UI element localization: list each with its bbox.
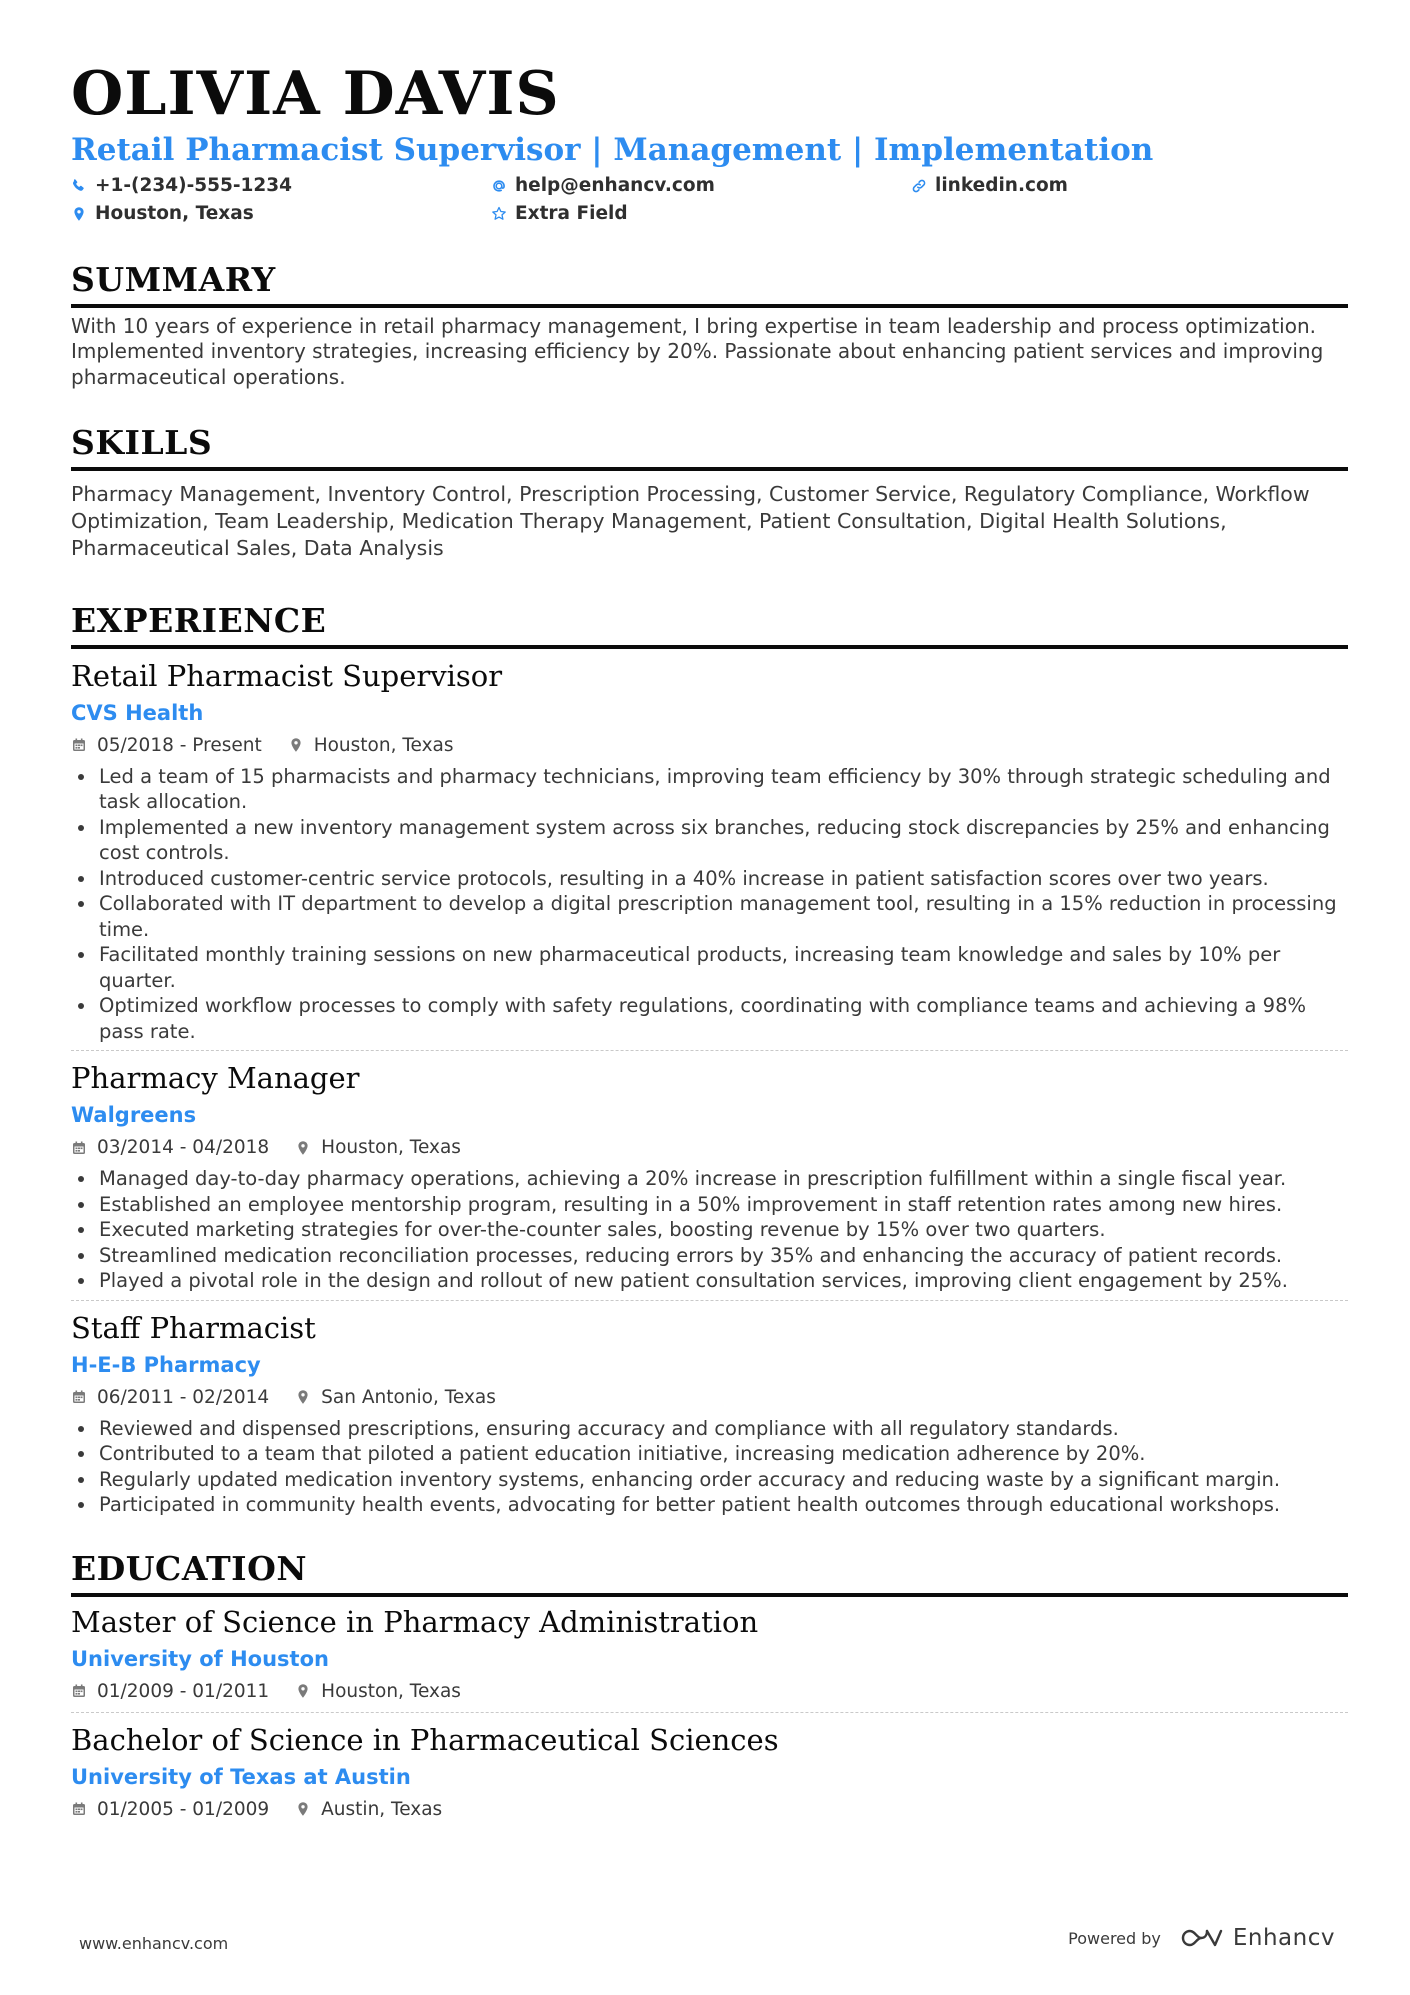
education-location — [295, 1681, 461, 1702]
location-pin-icon — [295, 1801, 311, 1817]
calendar-icon — [71, 1389, 87, 1405]
school-name[interactable]: University of Texas at Austin — [71, 1764, 411, 1789]
location-pin-icon — [288, 737, 304, 753]
bullet-item: Reviewed and dispensed prescriptions, ensuring accuracy and compliance with all regulatory standards. — [71, 1416, 1348, 1442]
job-location — [288, 735, 454, 756]
brand-name: Enhancv — [1232, 1925, 1335, 1951]
education-location — [295, 1799, 442, 1820]
summary-heading: SUMMARY — [71, 263, 1348, 308]
education-entry — [71, 1722, 1348, 1820]
bullet-item: Streamlined medication reconciliation processes, reducing errors by 35% and enhancing the accuracy of patient records. — [71, 1243, 1348, 1269]
contact-location — [71, 203, 491, 225]
job-dates — [71, 1137, 269, 1158]
bullet-item: Contributed to a team that piloted a patient education initiative, increasing medication adherence by 20%. — [71, 1441, 1348, 1467]
footer-website[interactable]: www.enhancv.com — [79, 1934, 229, 1953]
skills-section — [71, 423, 1348, 562]
company-name[interactable]: H-E-B Pharmacy — [71, 1352, 261, 1377]
job-meta — [71, 1387, 1348, 1408]
job-entry — [71, 1310, 1348, 1518]
bullet-item: Established an employee mentorship program, resulting in a 50% improvement in staff retention rates among new hires. — [71, 1192, 1348, 1218]
entry-divider — [71, 1300, 1348, 1301]
entry-divider — [71, 1050, 1348, 1051]
job-title: Retail Pharmacist Supervisor — [71, 659, 503, 694]
contact-linkedin[interactable] — [911, 175, 1331, 197]
degree-title: Bachelor of Science in Pharmaceutical Sciences — [71, 1722, 779, 1757]
job-entry — [71, 1063, 1348, 1293]
bullet-item: Introduced customer-centric service protocols, resulting in a 40% increase in patient satisfaction scores over two years. — [71, 866, 1348, 892]
job-meta — [71, 735, 1348, 756]
contact-info — [71, 175, 1348, 225]
job-meta — [71, 1137, 1348, 1158]
job-bullets — [71, 1166, 1348, 1294]
experience-section — [71, 601, 1348, 1518]
footer-branding — [1068, 1925, 1335, 1951]
location-text: Austin, Texas — [321, 1798, 443, 1820]
candidate-headline: Retail Pharmacist Supervisor | Management | Implementation — [71, 132, 1154, 168]
education-entry — [71, 1604, 1348, 1702]
bullet-item: Facilitated monthly training sessions on new pharmaceutical products, increasing team knowledge and sales by 10% per quarter. — [71, 942, 1348, 993]
phone-text: +1-(234)-555-1234 — [95, 175, 293, 197]
education-heading: EDUCATION — [71, 1552, 1348, 1597]
degree-title: Master of Science in Pharmacy Administration — [71, 1604, 759, 1639]
page-footer — [79, 1925, 1335, 1965]
company-name[interactable]: CVS Health — [71, 700, 204, 725]
link-icon — [911, 178, 927, 194]
job-bullets — [71, 764, 1348, 1045]
education-dates — [71, 1681, 269, 1702]
email-text: help@enhancv.com — [515, 175, 715, 197]
location-text: San Antonio, Texas — [321, 1386, 496, 1408]
dates-text: 01/2009 - 01/2011 — [97, 1680, 270, 1702]
bullet-item: Regularly updated medication inventory systems, enhancing order accuracy and reducing waste by a significant margin. — [71, 1467, 1348, 1493]
location-pin-icon — [71, 206, 87, 222]
dates-text: 01/2005 - 01/2009 — [97, 1798, 270, 1820]
skills-text: Pharmacy Management, Inventory Control, Prescription Processing, Customer Service, Regulatory Compliance, Workflow Optimization, Team Leadership, Medication Therapy Management, Patient Consultation, Digital Health Solutions, Pharmaceutical Sales, Data Analysis — [71, 482, 1310, 561]
calendar-icon — [71, 1683, 87, 1699]
education-meta — [71, 1799, 1348, 1820]
location-pin-icon — [295, 1683, 311, 1699]
extra-field-text: Extra Field — [515, 203, 628, 225]
star-icon — [491, 206, 507, 222]
job-bullets — [71, 1416, 1348, 1518]
at-icon — [491, 178, 507, 194]
summary-text: With 10 years of experience in retail pharmacy management, I bring expertise in team leadership and process optimization. Implemented inventory strategies, increasing efficiency by 20%. Passionate about enhancing patient services and improving pharmaceutical operations. — [71, 313, 1324, 389]
dates-text: 03/2014 - 04/2018 — [97, 1137, 270, 1159]
contact-phone[interactable] — [71, 175, 491, 197]
location-text: Houston, Texas — [321, 1137, 461, 1159]
bullet-item: Led a team of 15 pharmacists and pharmacy technicians, improving team efficiency by 30% through strategic scheduling and task allocation. — [71, 764, 1348, 815]
bullet-item: Executed marketing strategies for over-the-counter sales, boosting revenue by 15% over two quarters. — [71, 1217, 1348, 1243]
resume-page — [71, 54, 1348, 1820]
phone-icon — [71, 178, 87, 194]
job-dates — [71, 735, 262, 756]
skills-heading: SKILLS — [71, 426, 1348, 471]
dates-text: 05/2018 - Present — [97, 734, 262, 756]
entry-divider — [71, 1712, 1348, 1713]
contact-email[interactable] — [491, 175, 911, 197]
job-title: Pharmacy Manager — [71, 1061, 360, 1096]
bullet-item: Implemented a new inventory management system across six branches, reducing stock discrepancies by 25% and enhancing cost controls. — [71, 815, 1348, 866]
job-entry — [71, 661, 1348, 1044]
education-meta — [71, 1681, 1348, 1702]
job-dates — [71, 1387, 269, 1408]
company-name[interactable]: Walgreens — [71, 1103, 197, 1128]
location-text: Houston, Texas — [95, 203, 254, 225]
education-dates — [71, 1799, 269, 1820]
contact-extra — [491, 203, 911, 225]
calendar-icon — [71, 1140, 87, 1156]
job-location — [295, 1137, 461, 1158]
enhancv-logo-icon — [1179, 1926, 1223, 1950]
summary-section — [71, 259, 1348, 391]
bullet-item: Managed day-to-day pharmacy operations, achieving a 20% increase in prescription fulfillment within a single fiscal year. — [71, 1166, 1348, 1192]
job-title: Staff Pharmacist — [71, 1310, 316, 1345]
bullet-item: Participated in community health events, advocating for better patient health outcomes through educational workshops. — [71, 1492, 1348, 1518]
experience-heading: EXPERIENCE — [71, 604, 1348, 649]
location-pin-icon — [295, 1389, 311, 1405]
powered-by-text: Powered by — [1068, 1928, 1161, 1948]
linkedin-text: linkedin.com — [935, 175, 1068, 197]
calendar-icon — [71, 1801, 87, 1817]
resume-header — [71, 59, 1348, 225]
education-section — [71, 1548, 1348, 1820]
calendar-icon — [71, 737, 87, 753]
candidate-name: OLIVIA DAVIS — [71, 59, 560, 129]
bullet-item: Optimized workflow processes to comply with safety regulations, coordinating with compliance teams and achieving a 98% pass rate. — [71, 993, 1348, 1044]
location-pin-icon — [295, 1140, 311, 1156]
location-text: Houston, Texas — [321, 1680, 461, 1702]
bullet-item: Collaborated with IT department to develop a digital prescription management tool, resulting in a 15% reduction in processing time. — [71, 891, 1348, 942]
job-location — [295, 1387, 496, 1408]
location-text: Houston, Texas — [313, 734, 454, 756]
enhancv-logo[interactable] — [1179, 1925, 1335, 1951]
dates-text: 06/2011 - 02/2014 — [97, 1386, 270, 1408]
bullet-item: Played a pivotal role in the design and rollout of new patient consultation services, improving client engagement by 25%. — [71, 1268, 1348, 1294]
school-name[interactable]: University of Houston — [71, 1646, 329, 1671]
